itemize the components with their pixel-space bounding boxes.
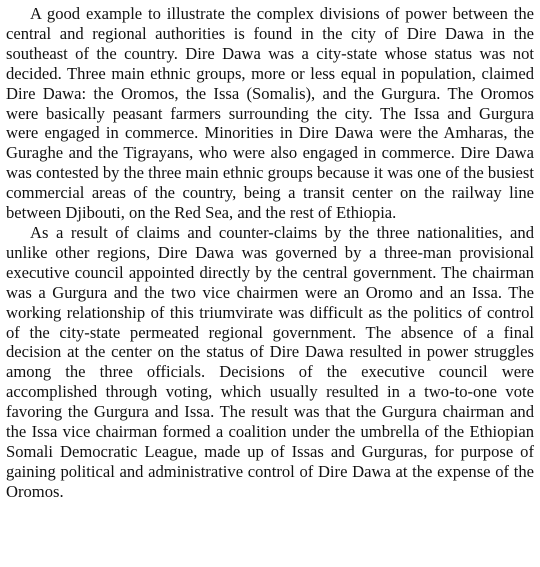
paragraph-executive-council: As a result of claims and counter-claims by the three nationalities, and unlike other regions, Dire Dawa was governed by a three-man provisional executive council appointed directly by the central government. The chairman was a Gurgura and the two vice chairmen were an Oromo and an Issa. The working relationship of this triumvirate was difficult as the politics of control of the city-state permeated regional government. The absence of a final decision at the center on the status of Dire Dawa resulted in power struggles among the three officials. Decisions of the executive council were accomplished through voting, which usually resulted in a two-to-one vote favoring the Gurgura and Issa. The result was that the Gurgura chairman and the Issa vice chairman formed a coalition under the umbrella of the Ethiopian Somali Democratic League, made up of Issas and Gurguras, for purpose of gaining political and administrative control of Dire Dawa at the expense of the Oromos. [6,222,534,501]
paragraph-dire-dawa-example: A good example to illustrate the complex divisions of power between the central and regional authorities is found in the city of Dire Dawa in the southeast of the country. Dire Dawa was a city-state whose status was not decided. Three main ethnic groups, more or less equal in population, claimed Dire Dawa: the Oromos, the Issa (Somalis), and the Gurgura. The Oromos were basically peasant farmers surrounding the city. The Issa and Gurgura were engaged in commerce. Minorities in Dire Dawa were the Amharas, the Guraghe and the Tigrayans, who were also engaged in commerce. Dire Dawa was contested by the three main ethnic groups because it was one of the busiest commercial areas of the country, being a transit center on the railway line between Djibouti, on the Red Sea, and the rest of Ethiopia. [6,4,534,223]
